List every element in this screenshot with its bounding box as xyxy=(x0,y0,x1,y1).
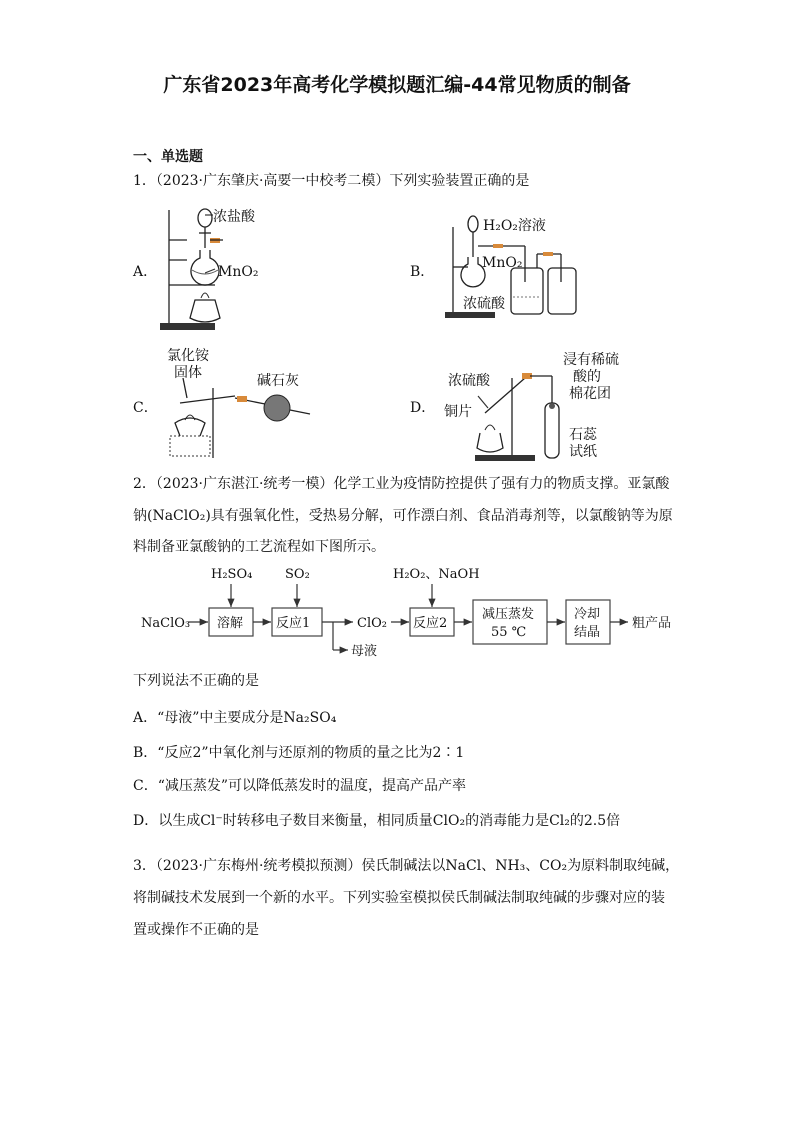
q1-d-label-2: 铜片 xyxy=(444,404,472,420)
q1-b-label-2: MnO₂ xyxy=(482,255,523,271)
q1-d-label-7: 试纸 xyxy=(569,444,597,460)
q1-option-b-letter: B． xyxy=(410,264,435,280)
q1-d-label-1: 浓硫酸 xyxy=(448,373,490,389)
q2-flowchart xyxy=(133,562,693,662)
section-heading: 一、单选题 xyxy=(133,149,203,165)
q2-option-d: D．以生成Cl⁻时转移电子数目来衡量，相同质量ClO₂的消毒能力是Cl₂的2.5倍 xyxy=(133,813,621,829)
q1-d-label-4: 酸的 xyxy=(573,369,601,385)
q1-option-d-apparatus xyxy=(470,368,570,463)
flow-start: NaClO₃ xyxy=(141,616,191,631)
q1-option-a-letter: A． xyxy=(133,264,158,280)
flow-reagent3: H₂O₂、NaOH xyxy=(393,567,480,582)
q2-option-b: B．“反应2”中氧化剂与还原剂的物质的量之比为2∶1 xyxy=(133,745,465,761)
flow-step3: 反应2 xyxy=(413,616,448,631)
flow-byproduct: 母液 xyxy=(351,644,378,659)
flow-step4-line1: 减压蒸发 xyxy=(482,607,535,622)
flow-step5-line1: 冷却 xyxy=(574,607,601,622)
flow-reagent1: H₂SO₄ xyxy=(211,567,253,582)
q1-a-label-1: 浓盐酸 xyxy=(213,209,255,225)
q1-c-label-1: 氯化铵 xyxy=(167,348,209,364)
q1-option-c-apparatus xyxy=(165,378,335,463)
q1-c-label-2: 固体 xyxy=(174,365,202,381)
q1-d-label-6: 石蕊 xyxy=(569,427,597,443)
q1-a-label-2: MnO₂ xyxy=(218,264,259,280)
q1-d-label-3: 浸有稀硫 xyxy=(563,352,619,368)
q2-prompt: 下列说法不正确的是 xyxy=(133,673,259,689)
q3-line2: 将制碱技术发展到一个新的水平。下列实验室模拟侯氏制碱法制取纯碱的步骤对应的装 xyxy=(133,890,665,906)
flow-end: 粗产品 xyxy=(632,616,672,631)
q1-d-label-5: 棉花团 xyxy=(569,386,611,402)
q2-stem-line2: 钠(NaClO₂)具有强氧化性，受热易分解，可作漂白剂、食品消毒剂等，以氯酸钠等为原 xyxy=(133,508,673,524)
flow-step2: 反应1 xyxy=(276,616,311,631)
q1-b-label-3: 浓硫酸 xyxy=(463,296,505,312)
q2-option-c: C．“减压蒸发”可以降低蒸发时的温度，提高产品产率 xyxy=(133,778,467,794)
flow-reagent2: SO₂ xyxy=(285,567,310,582)
q2-option-a: A．“母液”中主要成分是Na₂SO₄ xyxy=(133,710,337,726)
q1-b-label-1: H₂O₂溶液 xyxy=(483,218,546,234)
flow-step1: 溶解 xyxy=(217,616,244,631)
q3-line1: 3．（2023·广东梅州·统考模拟预测）侯氏制碱法以NaCl、NH₃、CO₂为原料制取纯碱， xyxy=(133,858,680,874)
q1-c-label-3: 碱石灰 xyxy=(257,373,299,389)
flow-step5-line2: 结晶 xyxy=(574,625,601,640)
q1-stem: 1．（2023·广东肇庆·高要一中校考二模）下列实验装置正确的是 xyxy=(133,173,530,189)
flow-intermediate: ClO₂ xyxy=(357,616,387,631)
q1-option-d-letter: D． xyxy=(410,400,436,416)
flow-step4-line2: 55 ℃ xyxy=(491,625,527,640)
q2-stem-line3: 料制备亚氯酸钠的工艺流程如下图所示。 xyxy=(133,539,385,555)
page-title: 广东省2023年高考化学模拟题汇编-44常见物质的制备 xyxy=(163,74,631,96)
q2-stem-line1: 2．（2023·广东湛江·统考一模）化学工业为疫情防控提供了强有力的物质支撑。亚氯酸 xyxy=(133,476,670,492)
q3-line3: 置或操作不正确的是 xyxy=(133,922,259,938)
q1-option-c-letter: C． xyxy=(133,400,158,416)
